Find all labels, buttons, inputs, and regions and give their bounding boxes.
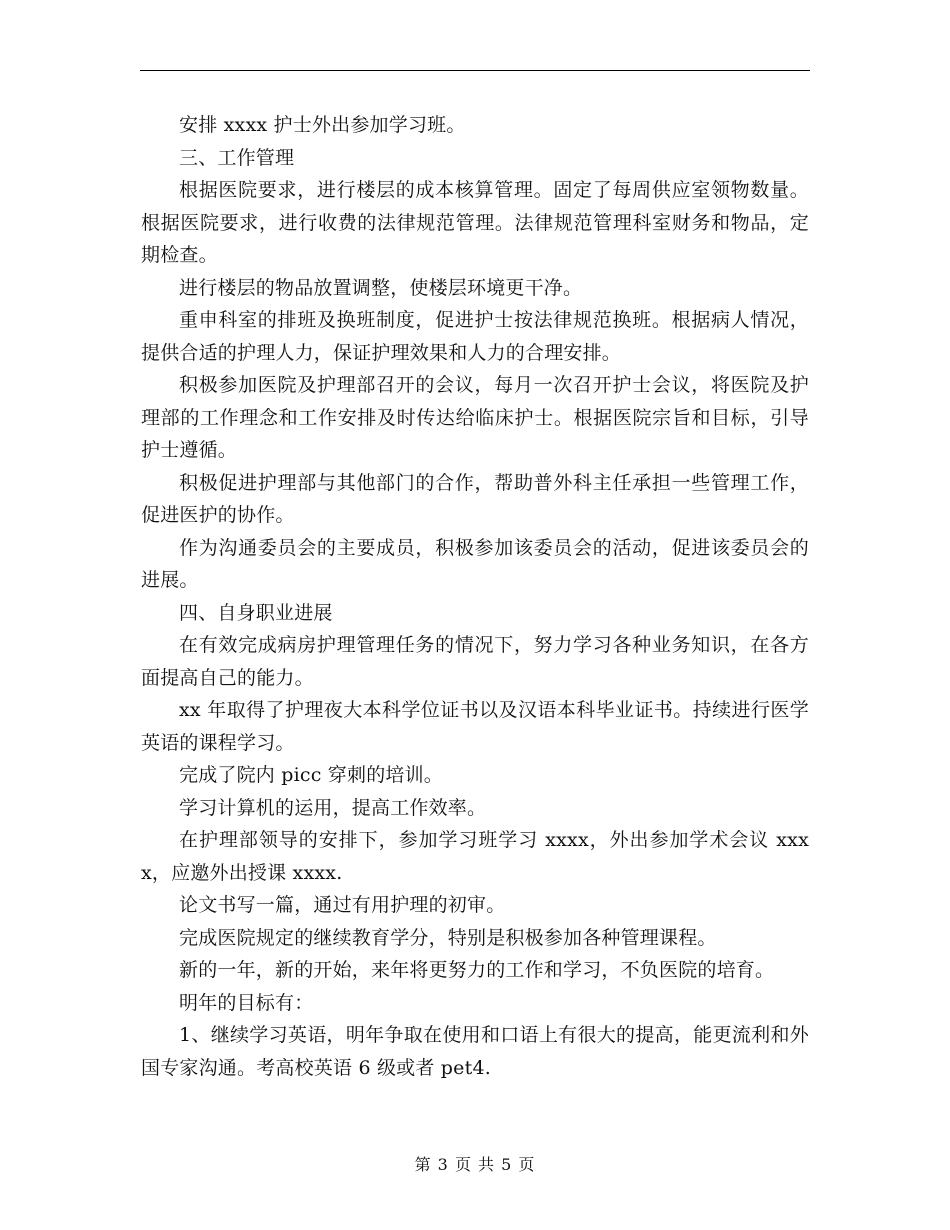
paragraph: 完成医院规定的继续教育学分，特别是积极参加各种管理课程。 (179, 926, 717, 949)
section-heading: 三、工作管理 (179, 146, 295, 169)
paragraph: 1、继续学习英语，明年争取在使用和口语上有很大的提高，能更流利和外国专家沟通。考高校英语 6 级或者 pet4. (141, 1024, 809, 1079)
paragraph: 学习计算机的运用，提高工作效率。 (179, 796, 487, 819)
paragraph: 作为沟通委员会的主要成员，积极参加该委员会的活动，促进该委员会的进展。 (141, 536, 809, 591)
paragraph: 在护理部领导的安排下，参加学习班学习 xxxx，外出参加学术会议 xxxx，应邀外出授课 xxxx. (141, 829, 809, 884)
document-body (141, 109, 809, 1084)
paragraph: 根据医院要求，进行楼层的成本核算管理。固定了每周供应室领物数量。根据医院要求，进行收费的法律规范管理。法律规范管理科室财务和物品，定期检查。 (141, 179, 809, 266)
paragraph: 积极参加医院及护理部召开的会议，每月一次召开护士会议，将医院及护理部的工作理念和工作安排及时传达给临床护士。根据医院宗旨和目标，引导护士遵循。 (141, 374, 809, 461)
paragraph: 在有效完成病房护理管理任务的情况下，努力学习各种业务知识，在各方面提高自己的能力。 (141, 634, 809, 689)
page-number-footer: 第 3 页 共 5 页 (414, 1155, 536, 1174)
section-heading: 四、自身职业进展 (179, 601, 333, 624)
paragraph: 进行楼层的物品放置调整，使楼层环境更干净。 (179, 276, 583, 299)
paragraph: 论文书写一篇，通过有用护理的初审。 (179, 894, 506, 916)
paragraph: 明年的目标有： (179, 991, 314, 1014)
paragraph: xx 年取得了护理夜大本科学位证书以及汉语本科毕业证书。持续进行医学英语的课程学习。 (141, 699, 809, 754)
header-rule (140, 70, 810, 71)
paragraph: 新的一年，新的开始，来年将更努力的工作和学习，不负医院的培育。 (179, 959, 775, 981)
paragraph: 重申科室的排班及换班制度，促进护士按法律规范换班。根据病人情况，提供合适的护理人力，保证护理效果和人力的合理安排。 (141, 309, 809, 364)
paragraph: 安排 xxxx 护士外出参加学习班。 (179, 114, 466, 136)
paragraph: 积极促进护理部与其他部门的合作，帮助普外科主任承担一些管理工作，促进医护的协作。 (141, 471, 809, 526)
paragraph: 完成了院内 picc 穿刺的培训。 (179, 764, 444, 786)
